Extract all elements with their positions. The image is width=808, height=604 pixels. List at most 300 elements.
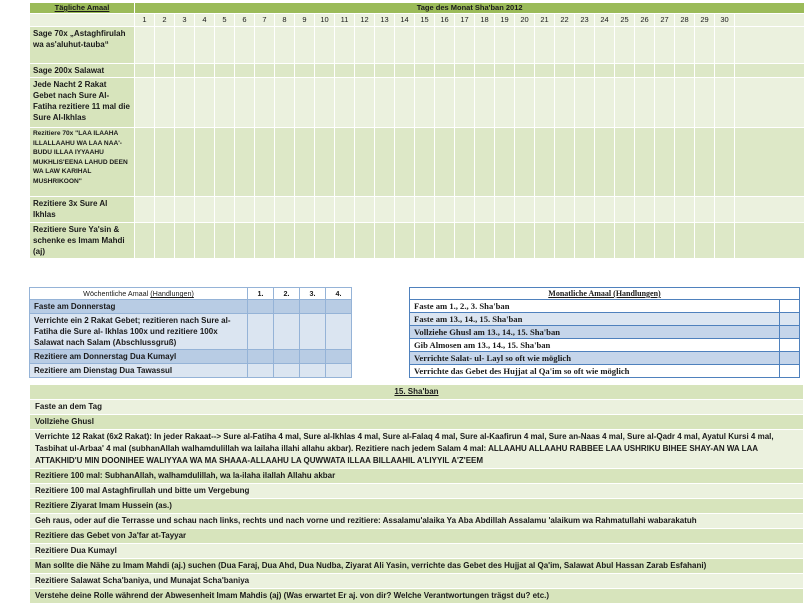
daily-check-cell[interactable]	[455, 78, 475, 128]
daily-check-cell[interactable]	[635, 223, 655, 259]
daily-check-cell[interactable]	[575, 128, 595, 197]
daily-check-cell[interactable]	[295, 128, 315, 197]
fifteen-row	[30, 529, 804, 544]
daily-check-cell[interactable]	[395, 78, 415, 128]
weekly-row	[30, 314, 352, 350]
daily-check-cell[interactable]	[275, 27, 295, 64]
monthly-table-body	[410, 288, 800, 378]
monthly-row-label: Gib Almosen am 13., 14., 15. Sha'ban	[410, 339, 780, 352]
weekly-check-cell[interactable]	[300, 300, 326, 314]
weekly-title-paren: (Handlungen)	[150, 289, 194, 298]
daily-check-cell[interactable]	[315, 128, 335, 197]
daily-check-cell[interactable]	[235, 128, 255, 197]
day-number: 17	[455, 14, 475, 27]
daily-days-corner	[30, 14, 135, 27]
day-number: 8	[275, 14, 295, 27]
weekly-check-cell[interactable]	[248, 364, 274, 378]
monthly-row-label: Verrichte das Gebet des Hujjat al Qa'im so oft wie möglich	[410, 365, 780, 378]
daily-check-cell[interactable]	[735, 197, 805, 223]
daily-check-cell[interactable]	[435, 223, 455, 259]
daily-check-cell[interactable]	[395, 197, 415, 223]
monthly-header-title: Monatliche Amaal (Handlungen)	[410, 288, 800, 300]
daily-check-cell[interactable]	[195, 64, 215, 78]
daily-check-cell[interactable]	[255, 128, 275, 197]
daily-check-cell[interactable]	[355, 128, 375, 197]
monthly-check-cell[interactable]	[779, 365, 799, 378]
daily-check-cell[interactable]	[315, 197, 335, 223]
daily-row	[30, 78, 805, 128]
daily-check-cell[interactable]	[395, 64, 415, 78]
daily-check-cell[interactable]	[355, 197, 375, 223]
daily-check-cell[interactable]	[515, 197, 535, 223]
monthly-row-label: Verrichte Salat- ul- Layl so oft wie möglich	[410, 352, 780, 365]
daily-check-cell[interactable]	[715, 128, 735, 197]
fifteen-row	[30, 469, 804, 484]
daily-check-cell[interactable]	[195, 78, 215, 128]
daily-check-cell[interactable]	[655, 78, 675, 128]
daily-check-cell[interactable]	[555, 223, 575, 259]
weekly-check-cell[interactable]	[274, 300, 300, 314]
daily-row	[30, 197, 805, 223]
daily-check-cell[interactable]	[455, 27, 475, 64]
fifteen-row	[30, 400, 804, 415]
fifteen-row-text: Rezitiere Salawat Scha'baniya, und Munajat Scha'baniya	[30, 574, 804, 589]
weekly-col-header: 1.	[248, 288, 274, 300]
monthly-check-cell[interactable]	[779, 352, 799, 365]
monthly-row-label: Faste am 1., 2., 3. Sha'ban	[410, 300, 780, 313]
daily-check-cell[interactable]	[415, 64, 435, 78]
daily-check-cell[interactable]	[275, 78, 295, 128]
daily-check-cell[interactable]	[735, 27, 805, 64]
monthly-row-label: Faste am 13., 14., 15. Sha'ban	[410, 313, 780, 326]
fifteen-row	[30, 430, 804, 469]
daily-check-cell[interactable]	[535, 27, 555, 64]
daily-check-cell[interactable]	[695, 197, 715, 223]
daily-check-cell[interactable]	[175, 27, 195, 64]
daily-check-cell[interactable]	[475, 64, 495, 78]
day-number: 19	[495, 14, 515, 27]
weekly-check-cell[interactable]	[300, 364, 326, 378]
day-number: 22	[555, 14, 575, 27]
daily-table-body	[30, 3, 805, 259]
daily-check-cell[interactable]	[495, 27, 515, 64]
day-number: 12	[355, 14, 375, 27]
daily-check-cell[interactable]	[255, 78, 275, 128]
daily-check-cell[interactable]	[295, 223, 315, 259]
daily-check-cell[interactable]	[155, 197, 175, 223]
daily-check-cell[interactable]	[435, 64, 455, 78]
daily-check-cell[interactable]	[735, 223, 805, 259]
weekly-header-row	[30, 288, 352, 300]
daily-check-cell[interactable]	[675, 78, 695, 128]
daily-check-cell[interactable]	[535, 223, 555, 259]
day-number: 27	[655, 14, 675, 27]
daily-check-cell[interactable]	[135, 64, 155, 78]
daily-row-label: Rezitiere 70x "LAA ILAAHA ILLALLAAHU WA LAA NAA'-BUDU ILLAA IYYAAHU MUKHLIS'EENA LAHUD DEEN WA LAW KARIHAL MUSHRIKOON"	[30, 128, 135, 197]
daily-check-cell[interactable]	[555, 64, 575, 78]
daily-check-cell[interactable]	[135, 197, 155, 223]
day-number: 30	[715, 14, 735, 27]
daily-check-cell[interactable]	[595, 128, 615, 197]
daily-row-label: Sage 70x „Astaghfirulah wa as'aluhut-tauba“	[30, 27, 135, 64]
daily-check-cell[interactable]	[375, 64, 395, 78]
daily-check-cell[interactable]	[315, 78, 335, 128]
day-number: 7	[255, 14, 275, 27]
daily-check-cell[interactable]	[315, 64, 335, 78]
daily-check-cell[interactable]	[495, 197, 515, 223]
daily-check-cell[interactable]	[215, 27, 235, 64]
daily-row	[30, 128, 805, 197]
daily-check-cell[interactable]	[355, 78, 375, 128]
daily-check-cell[interactable]	[635, 64, 655, 78]
daily-check-cell[interactable]	[735, 78, 805, 128]
daily-check-cell[interactable]	[535, 78, 555, 128]
fifteen-row-text: Vollziehe Ghusl	[30, 415, 804, 430]
daily-check-cell[interactable]	[215, 223, 235, 259]
daily-check-cell[interactable]	[415, 223, 435, 259]
daily-row-label: Sage 200x Salawat	[30, 64, 135, 78]
weekly-header-title	[30, 288, 248, 300]
daily-row-label: Rezitiere Sure Ya'sin & schenke es Imam Mahdi (aj)	[30, 223, 135, 259]
monthly-check-cell[interactable]	[779, 339, 799, 352]
fifteen-row-text: Verstehe deine Rolle während der Abwesenheit Imam Mahdis (aj) (Was erwartet Er aj. von dir? Welche Verantwortungen trägst du? etc.)	[30, 589, 804, 604]
daily-check-cell[interactable]	[595, 64, 615, 78]
daily-check-cell[interactable]	[135, 128, 155, 197]
daily-check-cell[interactable]	[255, 223, 275, 259]
daily-check-cell[interactable]	[595, 27, 615, 64]
weekly-check-cell[interactable]	[248, 314, 274, 350]
weekly-row	[30, 364, 352, 378]
daily-check-cell[interactable]	[155, 64, 175, 78]
fifteen-row	[30, 499, 804, 514]
daily-check-cell[interactable]	[275, 64, 295, 78]
daily-check-cell[interactable]	[255, 27, 275, 64]
daily-check-cell[interactable]	[275, 197, 295, 223]
fifteen-row-text: Rezitiere Ziyarat Imam Hussein (as.)	[30, 499, 804, 514]
daily-check-cell[interactable]	[135, 223, 155, 259]
daily-check-cell[interactable]	[375, 197, 395, 223]
daily-check-cell[interactable]	[535, 128, 555, 197]
daily-check-cell[interactable]	[595, 223, 615, 259]
daily-check-cell[interactable]	[675, 197, 695, 223]
daily-check-cell[interactable]	[575, 27, 595, 64]
daily-check-cell[interactable]	[235, 197, 255, 223]
monthly-header-row	[410, 288, 800, 300]
daily-check-cell[interactable]	[355, 27, 375, 64]
daily-check-cell[interactable]	[175, 64, 195, 78]
daily-check-cell[interactable]	[195, 223, 215, 259]
day-number: 11	[335, 14, 355, 27]
daily-check-cell[interactable]	[335, 223, 355, 259]
daily-check-cell[interactable]	[515, 64, 535, 78]
daily-check-cell[interactable]	[615, 64, 635, 78]
daily-check-cell[interactable]	[435, 128, 455, 197]
daily-check-cell[interactable]	[335, 78, 355, 128]
daily-check-cell[interactable]	[235, 27, 255, 64]
daily-row-label: Jede Nacht 2 Rakat Gebet nach Sure Al-Fatiha rezitiere 11 mal die Sure Al-Ikhlas	[30, 78, 135, 128]
daily-check-cell[interactable]	[395, 128, 415, 197]
daily-check-cell[interactable]	[275, 128, 295, 197]
daily-check-cell[interactable]	[675, 128, 695, 197]
daily-check-cell[interactable]	[375, 27, 395, 64]
daily-check-cell[interactable]	[655, 27, 675, 64]
daily-check-cell[interactable]	[715, 27, 735, 64]
daily-check-cell[interactable]	[295, 197, 315, 223]
daily-check-cell[interactable]	[435, 78, 455, 128]
fifteen-shaban-table	[29, 384, 804, 604]
daily-check-cell[interactable]	[615, 223, 635, 259]
daily-check-cell[interactable]	[355, 64, 375, 78]
daily-check-cell[interactable]	[635, 197, 655, 223]
daily-check-cell[interactable]	[215, 78, 235, 128]
daily-check-cell[interactable]	[335, 197, 355, 223]
weekly-col-header: 3.	[300, 288, 326, 300]
daily-check-cell[interactable]	[515, 128, 535, 197]
daily-check-cell[interactable]	[255, 197, 275, 223]
daily-check-cell[interactable]	[495, 223, 515, 259]
daily-check-cell[interactable]	[515, 27, 535, 64]
daily-check-cell[interactable]	[575, 223, 595, 259]
weekly-row-label: Faste am Donnerstag	[30, 300, 248, 314]
daily-check-cell[interactable]	[535, 197, 555, 223]
monthly-row	[410, 339, 800, 352]
daily-check-cell[interactable]	[415, 128, 435, 197]
daily-check-cell[interactable]	[195, 197, 215, 223]
daily-row	[30, 64, 805, 78]
weekly-row	[30, 350, 352, 364]
daily-check-cell[interactable]	[475, 78, 495, 128]
daily-check-cell[interactable]	[315, 27, 335, 64]
daily-check-cell[interactable]	[495, 128, 515, 197]
weekly-check-cell[interactable]	[300, 350, 326, 364]
monthly-row	[410, 365, 800, 378]
fifteen-row	[30, 559, 804, 574]
daily-check-cell[interactable]	[395, 27, 415, 64]
daily-check-cell[interactable]	[475, 223, 495, 259]
daily-check-cell[interactable]	[195, 27, 215, 64]
daily-check-cell[interactable]	[315, 223, 335, 259]
daily-check-cell[interactable]	[575, 78, 595, 128]
daily-check-cell[interactable]	[635, 27, 655, 64]
fifteen-row-text: Faste an dem Tag	[30, 400, 804, 415]
monthly-row-label: Vollziehe Ghusl am 13., 14., 15. Sha'ban	[410, 326, 780, 339]
daily-header-title: Tage des Monat Sha'ban 2012	[135, 3, 805, 14]
fifteen-row-text: Rezitiere 100 mal Astaghfirullah und bitte um Vergebung	[30, 484, 804, 499]
day-number: 4	[195, 14, 215, 27]
daily-check-cell[interactable]	[615, 128, 635, 197]
daily-check-cell[interactable]	[635, 78, 655, 128]
daily-check-cell[interactable]	[255, 64, 275, 78]
monthly-row	[410, 352, 800, 365]
daily-check-cell[interactable]	[295, 78, 315, 128]
monthly-check-cell[interactable]	[779, 313, 799, 326]
daily-check-cell[interactable]	[155, 78, 175, 128]
daily-check-cell[interactable]	[475, 27, 495, 64]
weekly-table-body	[30, 288, 352, 378]
daily-check-cell[interactable]	[335, 27, 355, 64]
day-number: 29	[695, 14, 715, 27]
daily-check-cell[interactable]	[415, 197, 435, 223]
daily-check-cell[interactable]	[375, 78, 395, 128]
weekly-row-label: Verrichte ein 2 Rakat Gebet; rezitieren nach Sure al- Fatiha die Sure al- Ikhlas 100x und rezitiere 100x Salawat nach Salam (Abschlussgruß)	[30, 314, 248, 350]
weekly-check-cell[interactable]	[326, 364, 352, 378]
daily-check-cell[interactable]	[295, 27, 315, 64]
daily-check-cell[interactable]	[675, 27, 695, 64]
daily-check-cell[interactable]	[455, 128, 475, 197]
weekly-row-label: Rezitiere am Dienstag Dua Tawassul	[30, 364, 248, 378]
day-number: 3	[175, 14, 195, 27]
daily-check-cell[interactable]	[155, 128, 175, 197]
daily-check-cell[interactable]	[435, 27, 455, 64]
daily-check-cell[interactable]	[415, 27, 435, 64]
daily-check-cell[interactable]	[715, 78, 735, 128]
daily-row	[30, 27, 805, 64]
daily-check-cell[interactable]	[235, 64, 255, 78]
daily-check-cell[interactable]	[655, 128, 675, 197]
daily-days-extra	[735, 14, 805, 27]
day-number: 20	[515, 14, 535, 27]
weekly-check-cell[interactable]	[248, 300, 274, 314]
daily-check-cell[interactable]	[135, 27, 155, 64]
monthly-check-cell[interactable]	[779, 326, 799, 339]
daily-check-cell[interactable]	[175, 78, 195, 128]
weekly-col-header: 2.	[274, 288, 300, 300]
daily-check-cell[interactable]	[435, 197, 455, 223]
daily-check-cell[interactable]	[615, 78, 635, 128]
daily-check-cell[interactable]	[135, 78, 155, 128]
daily-check-cell[interactable]	[415, 78, 435, 128]
daily-check-cell[interactable]	[595, 78, 615, 128]
daily-check-cell[interactable]	[335, 128, 355, 197]
daily-check-cell[interactable]	[215, 64, 235, 78]
weekly-row-label: Rezitiere am Donnerstag Dua Kumayl	[30, 350, 248, 364]
daily-check-cell[interactable]	[455, 223, 475, 259]
weekly-check-cell[interactable]	[326, 350, 352, 364]
daily-check-cell[interactable]	[715, 64, 735, 78]
daily-check-cell[interactable]	[735, 64, 805, 78]
monthly-check-cell[interactable]	[779, 300, 799, 313]
daily-check-cell[interactable]	[235, 223, 255, 259]
fifteen-header-title: 15. Sha'ban	[30, 385, 804, 400]
daily-check-cell[interactable]	[735, 128, 805, 197]
weekly-check-cell[interactable]	[274, 314, 300, 350]
daily-check-cell[interactable]	[195, 128, 215, 197]
day-number: 28	[675, 14, 695, 27]
fifteen-row	[30, 415, 804, 430]
day-number: 16	[435, 14, 455, 27]
daily-check-cell[interactable]	[155, 223, 175, 259]
weekly-check-cell[interactable]	[326, 314, 352, 350]
day-number: 24	[595, 14, 615, 27]
day-number: 15	[415, 14, 435, 27]
daily-check-cell[interactable]	[675, 64, 695, 78]
daily-check-cell[interactable]	[675, 223, 695, 259]
daily-check-cell[interactable]	[555, 78, 575, 128]
day-number: 25	[615, 14, 635, 27]
fifteen-row	[30, 484, 804, 499]
daily-check-cell[interactable]	[655, 223, 675, 259]
daily-check-cell[interactable]	[635, 128, 655, 197]
monthly-row	[410, 313, 800, 326]
fifteen-row-text: Rezitiere 100 mal: SubhanAllah, walhamdulillah, wa la-ilaha ilallah Allahu akbar	[30, 469, 804, 484]
daily-check-cell[interactable]	[455, 197, 475, 223]
daily-check-cell[interactable]	[615, 27, 635, 64]
daily-check-cell[interactable]	[395, 223, 415, 259]
weekly-amaal-table	[29, 287, 352, 378]
day-number: 9	[295, 14, 315, 27]
daily-check-cell[interactable]	[475, 197, 495, 223]
daily-check-cell[interactable]	[695, 128, 715, 197]
fifteen-row-text: Verrichte 12 Rakat (6x2 Rakat): In jeder Rakaat--> Sure al-Fatiha 4 mal, Sure al-Ikhlas 4 mal, Sure al-Falaq 4 mal, Sure al-Kaafirun 4 mal, Sure an-Naas 4 mal, Sure al-Qadr 4 mal, Ayatul Kursi 4 mal, Tasbihat ul-Arbaa' 4 mal (subhanAllah walhamdulillah wa lailaha illahi allahu akbar). Rezitiere nach jedem Salam 4 mal: ALLAAHU ALLAAHU RABBEE LAA USHRIKU BIHEE SHAY-AN WA LAA ATTAKHID'U MIN DOONIHEE WALIYYAA WA MA SHAAA-ALLAAHU LA QUWWATA ILLAA BILLAAHIL A'LIYYIL A'Z'EEM	[30, 430, 804, 469]
daily-check-cell[interactable]	[695, 27, 715, 64]
daily-row	[30, 223, 805, 259]
daily-check-cell[interactable]	[335, 64, 355, 78]
daily-check-cell[interactable]	[595, 197, 615, 223]
weekly-check-cell[interactable]	[274, 364, 300, 378]
daily-check-cell[interactable]	[555, 27, 575, 64]
daily-check-cell[interactable]	[495, 64, 515, 78]
daily-check-cell[interactable]	[535, 64, 555, 78]
daily-check-cell[interactable]	[695, 223, 715, 259]
daily-check-cell[interactable]	[495, 78, 515, 128]
weekly-check-cell[interactable]	[274, 350, 300, 364]
daily-amaal-table	[29, 2, 805, 259]
daily-check-cell[interactable]	[215, 128, 235, 197]
daily-check-cell[interactable]	[715, 197, 735, 223]
daily-check-cell[interactable]	[575, 64, 595, 78]
daily-check-cell[interactable]	[615, 197, 635, 223]
day-number: 13	[375, 14, 395, 27]
day-number: 5	[215, 14, 235, 27]
daily-check-cell[interactable]	[515, 223, 535, 259]
daily-check-cell[interactable]	[175, 197, 195, 223]
daily-check-cell[interactable]	[695, 78, 715, 128]
day-number: 18	[475, 14, 495, 27]
daily-header-row	[30, 3, 805, 14]
daily-check-cell[interactable]	[655, 64, 675, 78]
day-number: 14	[395, 14, 415, 27]
daily-check-cell[interactable]	[375, 223, 395, 259]
daily-check-cell[interactable]	[555, 128, 575, 197]
fifteen-row-text: Rezitiere das Gebet von Ja'far at-Tayyar	[30, 529, 804, 544]
daily-check-cell[interactable]	[475, 128, 495, 197]
weekly-check-cell[interactable]	[248, 350, 274, 364]
daily-check-cell[interactable]	[155, 27, 175, 64]
daily-check-cell[interactable]	[455, 64, 475, 78]
daily-check-cell[interactable]	[655, 197, 675, 223]
fifteen-row-text: Man sollte die Nähe zu Imam Mahdi (aj.) suchen (Dua Faraj, Dua Ahd, Dua Nudba, Ziyarat Ali Yasin, verrichte das Gebet des Hujjat al Qa'im, Salawat Abul Hassan Zarab Esfahani)	[30, 559, 804, 574]
weekly-check-cell[interactable]	[326, 300, 352, 314]
weekly-title-prefix: Wöchentliche Amaal	[83, 289, 151, 298]
fifteen-row	[30, 514, 804, 529]
daily-check-cell[interactable]	[375, 128, 395, 197]
daily-check-cell[interactable]	[235, 78, 255, 128]
daily-check-cell[interactable]	[355, 223, 375, 259]
daily-check-cell[interactable]	[715, 223, 735, 259]
daily-check-cell[interactable]	[175, 128, 195, 197]
weekly-check-cell[interactable]	[300, 314, 326, 350]
monthly-row	[410, 326, 800, 339]
daily-check-cell[interactable]	[215, 197, 235, 223]
day-number: 23	[575, 14, 595, 27]
daily-check-cell[interactable]	[275, 223, 295, 259]
daily-check-cell[interactable]	[695, 64, 715, 78]
daily-check-cell[interactable]	[175, 223, 195, 259]
daily-check-cell[interactable]	[515, 78, 535, 128]
daily-check-cell[interactable]	[575, 197, 595, 223]
daily-check-cell[interactable]	[295, 64, 315, 78]
daily-check-cell[interactable]	[555, 197, 575, 223]
